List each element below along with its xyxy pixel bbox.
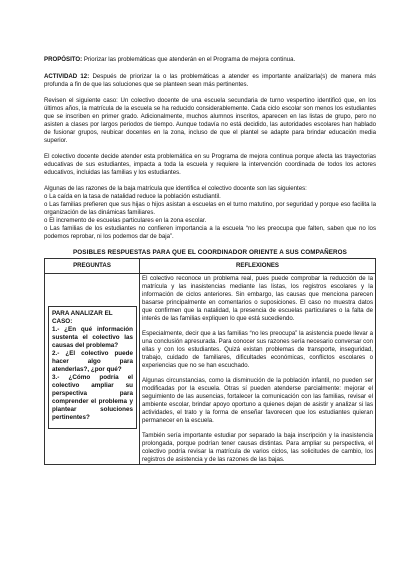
- actividad-label: ACTIVIDAD 12:: [44, 73, 90, 80]
- reflexiones-cell: [140, 274, 376, 465]
- preguntas-title: PARA ANALIZAR EL CASO:: [52, 310, 113, 325]
- list-item: o El incremento de escuelas particulares en la zona escolar.: [44, 217, 207, 224]
- pregunta-1: 1.- ¿En qué información sustenta el colectivo las causas del problema?: [52, 326, 133, 349]
- preguntas-cell: [45, 274, 140, 465]
- proposito-paragraph: [44, 56, 376, 64]
- respuestas-table: [44, 258, 376, 465]
- actividad-text: Después de priorizar la o las problemáticas a atender es importante analizarla(s) de manera más profunda a fin de que las soluciones que se planteen sean más pertinentes.: [44, 73, 376, 88]
- reflexion-4: También sería importante estudiar por separado la baja inscripción y la inasistencia prolongada, porque podrían tener causas distintas. Para ampliar su perspectiva, el colectivo podría revisar la matrícula de varios ciclos, las solicitudes de cambio, los registros de asistencia y de las razones de las bajas.: [142, 432, 373, 463]
- header-reflexiones: REFLEXIONES: [140, 259, 376, 274]
- razones-list: [44, 193, 376, 241]
- list-item: o Las familias de los estudiantes no confieren importancia a la escuela “no les preocupa que falten, saben que no los podemos reprobar, ni los podemos dar de baja”.: [44, 225, 376, 240]
- caso-paragraph: Revisen el siguiente caso: Un colectivo docente de una escuela secundaria de turno vespertino identificó que, en los últimos años, la matrícula de la escuela se ha reducido considerablemente. Cada ciclo escolar son menos los estudiantes que se inscriben en primer grado. Adicionalmente, muchos alumnos inscritos, aparecen en las listas de grupo, pero no asisten a clases por largos periodos de tiempo. Aunque todavía no está decidido, las autoridades escolares han hablado de fusionar grupos, reubicar docentes en la zona, incluso de que el plantel se adapte para brindar educación media superior.: [44, 97, 376, 144]
- pregunta-2: 2.- ¿El colectivo puede hacer algo para atenderlas?, ¿por qué?: [52, 350, 133, 373]
- reflexion-3: Algunas circunstancias, como la disminución de la población infantil, no pueden ser modificadas por la escuela. Otras sí pueden atenderse parcialmente: mejorar el seguimiento de las ausencias, fortalecer la comunicación con las familias, revisar el ambiente escolar, brindar apoyo oportuno a quienes dejan de asistir y analizar si las actividades, el trato y la forma de enseñar favorecen que los estudiantes quieran permanecer en la escuela.: [142, 377, 373, 424]
- preguntas-box: [48, 306, 137, 429]
- pregunta-3: 3.- ¿Cómo podría el colectivo ampliar su perspectiva para comprender el problema y plantear soluciones pertinentes?: [52, 374, 133, 421]
- table-header-row: [45, 259, 376, 274]
- header-preguntas: PREGUNTAS: [45, 259, 140, 274]
- table-title: POSIBLES RESPUESTAS PARA QUE EL COORDINADOR ORIENTE A SUS COMPAÑEROS: [73, 249, 347, 256]
- actividad-paragraph: [44, 73, 376, 89]
- decision-paragraph: El colectivo docente decide atender esta problemática en su Programa de mejora continua porque afecta las trayectorias educativas de sus estudiantes, impacta a toda la escuela y requiere la intervención coordinada de todos los actores educativos, incluidas las familias y los estudiantes.: [44, 153, 376, 176]
- proposito-text: Priorizar las problemáticas que atenderán en el Programa de mejora continua.: [82, 56, 296, 63]
- proposito-label: PROPÓSITO:: [44, 56, 83, 63]
- razones-intro: Algunas de las razones de la baja matrícula que identifica el colectivo docente son las siguientes:: [44, 185, 307, 192]
- list-item: o La caída en la tasa de natalidad reduce la población estudiantil.: [44, 193, 221, 200]
- spacer: [45, 274, 139, 302]
- reflexion-2: Especialmente, decir que a las familias “no les preocupa” la asistencia puede llevar a una conclusión apresurada. Para conocer sus razones sería necesario conversar con ellas y con los estudiantes. Quizá existan problemas de transporte, inseguridad, trabajo, cuidado de familiares, dificultades económicas, conflictos escolares o experiencias que no se han escuchado.: [142, 330, 373, 369]
- list-item: o Las familias prefieren que sus hijas o hijos asistan a escuelas en el turno matutino, por seguridad y porque eso facilita la organización de las dinámicas familiares.: [44, 201, 376, 216]
- table-row: [45, 274, 376, 465]
- reflexion-1: El colectivo reconoce un problema real, pues puede comprobar la reducción de la matrícula y las inasistencias mediante las listas, los registros escolares y la información de ciclos anteriores. Sin embargo, las causas que menciona parecen basarse principalmente en comentarios o suposiciones. El caso no muestra datos que confirmen que la natalidad, la presencia de escuelas particulares o la falta de interés de las familias expliquen lo que está sucediendo.: [142, 275, 373, 322]
